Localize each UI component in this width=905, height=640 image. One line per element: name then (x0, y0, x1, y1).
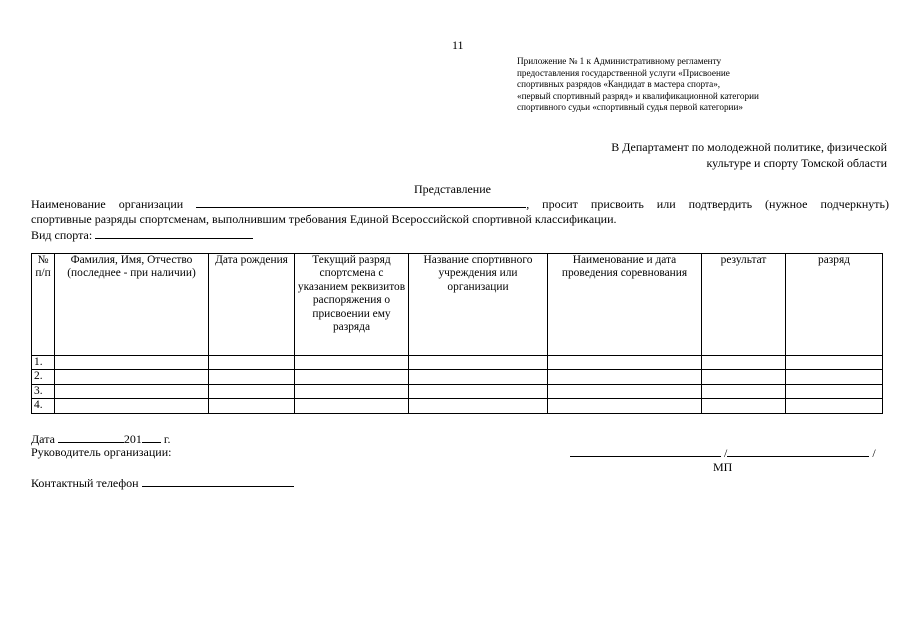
annex-line: спортивных разрядов «Кандидат в мастера спорта», (517, 79, 721, 89)
table-cell (409, 384, 548, 398)
table-row (32, 384, 883, 398)
table-cell (295, 356, 409, 370)
addressee-line-2: культуре и спорту Томской области (706, 156, 887, 170)
table-cell (209, 399, 295, 413)
signature-blank (570, 445, 721, 457)
table-cell (55, 384, 209, 398)
annex-line: предоставления государственной услуги «Присвоение (517, 67, 730, 78)
stamp-label: МП (713, 460, 733, 474)
header-rank: разряд (786, 254, 883, 356)
table-cell (548, 370, 702, 384)
annex-line: Приложение № 1 к Административному регламенту (517, 56, 722, 66)
request-paragraph (31, 196, 889, 243)
addressee-block (611, 139, 887, 171)
table-cell (55, 356, 209, 370)
date-label: Дата (31, 432, 55, 446)
org-name-label: Наименование организации (31, 197, 184, 211)
signature-line (570, 445, 876, 461)
table-header-row (32, 254, 883, 356)
table-row (32, 399, 883, 413)
row-number: 4. (32, 399, 55, 413)
table-cell (702, 370, 786, 384)
table-cell (295, 399, 409, 413)
athletes-table (31, 253, 883, 414)
annex-header (517, 56, 759, 114)
table-cell (295, 370, 409, 384)
annex-line: «первый спортивный разряд» и квалификационной категории (517, 90, 759, 101)
table-cell (55, 370, 209, 384)
row-number: 1. (32, 356, 55, 370)
head-label: Руководитель организации: (31, 445, 172, 459)
year-suffix: г. (160, 432, 171, 446)
year-blank (142, 431, 161, 443)
signature-slash: / (872, 446, 876, 460)
table-cell (786, 399, 883, 413)
table-cell (548, 356, 702, 370)
request-line-1 (31, 196, 889, 212)
contact-phone-line (31, 475, 294, 491)
table-cell (786, 370, 883, 384)
row-number: 3. (32, 384, 55, 398)
header-full-name: Фамилия, Имя, Отчество (последнее - при наличии) (55, 254, 209, 356)
table-cell (548, 384, 702, 398)
table-cell (209, 370, 295, 384)
table-cell (786, 384, 883, 398)
table-cell (702, 384, 786, 398)
table-row (32, 370, 883, 384)
table-cell (295, 384, 409, 398)
org-name-blank (196, 196, 526, 208)
table-cell (702, 399, 786, 413)
table-cell (786, 356, 883, 370)
date-blank (58, 431, 124, 443)
header-organization: Название спортивного учреждения или организации (409, 254, 548, 356)
header-result: результат (702, 254, 786, 356)
table-cell (409, 370, 548, 384)
document-title: Представление (414, 182, 491, 196)
row-number: 2. (32, 370, 55, 384)
table-cell (702, 356, 786, 370)
table-cell (209, 384, 295, 398)
table-cell (409, 399, 548, 413)
name-transcript-blank (727, 445, 869, 457)
year-prefix: 201 (123, 432, 142, 446)
page-number: 11 (452, 38, 464, 52)
phone-blank (142, 475, 294, 487)
header-number: № п/п (32, 254, 55, 356)
table-cell (409, 356, 548, 370)
annex-line: спортивного судьи «спортивный судья первой категории» (517, 102, 743, 112)
phone-label: Контактный телефон (31, 476, 139, 490)
table-cell (55, 399, 209, 413)
head-of-organization-line (31, 445, 171, 460)
table-row (32, 356, 883, 370)
request-text: , просит присвоить или подтвердить (нужное подчеркнуть) (526, 197, 889, 211)
sport-label: Вид спорта: (31, 228, 93, 242)
signature-slash: / (724, 446, 728, 460)
table-cell (548, 399, 702, 413)
header-current-rank: Текущий разряд спортсмена с указанием реквизитов распоряжения о присвоении ему разряда (295, 254, 409, 356)
header-birth-date: Дата рождения (209, 254, 295, 356)
header-competition: Наименование и дата проведения соревнования (548, 254, 702, 356)
sport-blank (95, 227, 253, 239)
table-cell (209, 356, 295, 370)
sport-line (31, 227, 889, 243)
request-line-2: спортивные разряды спортсменам, выполнившим требования Единой Всероссийской спортивной классификации. (31, 212, 617, 226)
addressee-line-1: В Департамент по молодежной политике, физической (611, 140, 887, 154)
